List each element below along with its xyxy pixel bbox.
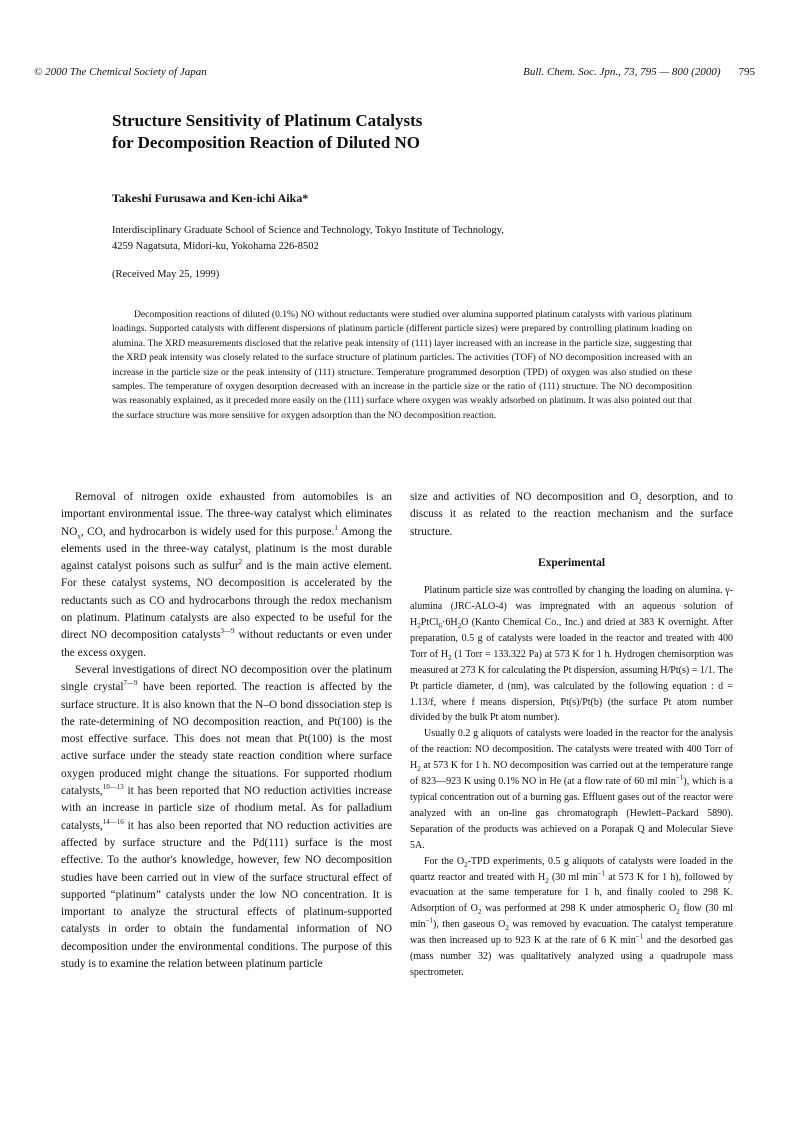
journal-header — [523, 66, 755, 78]
section-heading-experimental: Experimental — [537, 556, 606, 569]
affiliation-line-2: 4259 Nagatsuta, Midori-ku, Yokohama 226-8502 — [112, 241, 319, 252]
journal-citation: Bull. Chem. Soc. Jpn., 73, 795 — 800 (2000) — [523, 66, 721, 78]
intro-continuation: size and activities of NO decomposition and $O_2$ desorption, and to discuss it as related to the reaction mechanism and the surface structure. — [410, 491, 733, 538]
copyright-header: © 2000 The Chemical Society of Japan — [34, 66, 207, 78]
paper-title — [112, 110, 672, 154]
experimental-body — [410, 583, 733, 981]
affiliation-line-1: Interdisciplinary Graduate School of Science and Technology, Tokyo Institute of Technology, — [112, 225, 504, 236]
left-column — [61, 489, 392, 973]
page-number: 795 — [738, 66, 755, 78]
title-line-2: for Decomposition Reaction of Diluted NO — [112, 133, 421, 152]
affiliation — [112, 223, 692, 255]
abstract: Decomposition reactions of diluted (0.1%) NO without reductants were studied over alumina supported platinum catalysts with various platinum loadings. Supported catalysts with different dispersions of platinum particle (different particle sizes) were prepared by controlling platinum loading on alumina. The XRD measurements disclosed that the relative peak intensity of (111) layer increased with an increase in the particle size, suggesting that the XRD peak intensity was closely related to the surface structure of platinum particles. The activities (TOF) of NO decomposition increased with an increase in the particle size or the peak intensity of (111) structure. Temperature programmed desorption (TPD) of oxygen was also studied on these samples. The temperature of oxygen desorption decreased with an increase in the particle size or the ratio of (111) structure. The NO decomposition was reasonably explained, as it preceded more easily on the (111) surface where oxygen was weakly adsorbed on platinum. It was also pointed out that the surface structure was more sensitive for oxygen adsorption than the NO decomposition reaction. — [112, 309, 692, 421]
authors: Takeshi Furusawa and Ken-ichi Aika* — [112, 191, 309, 205]
right-column — [410, 489, 733, 981]
intro-paragraph-1: Removal of nitrogen oxide exhausted from automobiles is an important environmental issue. The three-way catalyst which eliminates $NO_x$, CO, and hydrocarbon is widely used for this purpose.$^1$ Among the elements used in the three-way catalyst, platinum is the most durable against catalyst poisons such as sulfur$^2$ and is the main active element. For these catalyst systems, NO decomposition is accelerated by the reductants such as CO and hydrocarbons through the redox mechanism on platinum. Platinum catalysts are also expected to be useful for the direct NO decomposition catalysts$^{3—9}$ without reductants or even under the excess oxygen. — [61, 491, 393, 659]
title-line-1: Structure Sensitivity of Platinum Catalysts — [112, 111, 423, 130]
experimental-paragraph-3: For the $O_2$-TPD experiments, 0.5 g aliquots of catalysts were loaded in the quartz reactor and treated with $H_2$ (30 ml $\min^{-1}$ at 573 K for 1 h), followed by evacuation at the same temperature for 1 h, and finally cooled to 298 K. Adsorption of $O_2$ was performed at 298 K under atmospheric $O_2$ flow (30 ml $\min^{-1}$), then gaseous $O_2$ was removed by evacuation. The catalyst temperature was then increased up to 923 K at the rate of 6 K $\min^{-1}$ and the desorbed gas (mass number 32) was qualitatively analyzed using a quadrupole mass spectrometer. — [410, 855, 734, 978]
intro-paragraph-2: Several investigations of direct NO decomposition over the platinum single crystal$^{7—9}$ have been reported. The reaction is affected by the surface structure. It is also known that the N–O bond dissociation step is the rate-determining of NO decomposition reaction, and Pt(100) is the most effective surface. This does not mean that Pt(100) is the most active surface under the steady state reaction condition where surface oxygen produced might change the situations. For supported rhodium catalysts,$^{10—13}$ it has been reported that NO reduction activities increase with an increase in particle size of rhodium metal. As for palladium catalysts,$^{14—16}$ it has also been reported that NO reduction activities are affected by surface structure and the Pd(111) surface is the most effective. To the author's knowledge, however, few NO decomposition studies have been carried out in view of the surface structural effect of supported “platinum” catalysts under the low NO concentration. It is important to analyze the structural effects of platinum-supported catalysts in order to obtain the fundamental information of NO decomposition under the environmental conditions. The purpose of this study is to examine the relation between platinum particle — [61, 663, 393, 971]
received-date: (Received May 25, 1999) — [112, 269, 220, 280]
experimental-paragraph-1: Platinum particle size was controlled by changing the loading on alumina. γ-alumina (JRC-ALO-4) was impregnated with an aqueous solution of $H_2PtCl_6\cdot 6H_2O$ (Kanto Chemical Co., Inc.) and dried at 383 K overnight. After preparation, 0.5 g of catalysts were loaded in the reactor and treated with 400 Torr of $H_2$ (1 Torr = 133.322 Pa) at 573 K for 1 h. Hydrogen chemisorption was measured at 273 K for calculating the Pt dispersion, assuming H/Pt(s) = 1/1. The Pt particle diameter, d (nm), was calculated by the following equation : d = 1.13/f, where f means dispersion, Pt(s)/Pt(b) (the surface Pt atom number divided by the bulk Pt atom number). — [410, 585, 734, 724]
experimental-paragraph-2: Usually 0.2 g aliquots of catalysts were loaded in the reactor for the analysis of the reaction: NO decomposition. The catalysts were treated with 400 Torr of $H_2$ at 573 K for 1 h. NO decomposition was carried out at the temperature range of 823—923 K using 0.1% NO in He (at a flow rate of 60 ml $\min^{-1}$), which is a typical concentration out of a burning gas. Effluent gases out of the reactor were analyzed with an on-line gas chromatograph (Hewlett–Packard 5890). Separation of the products was achieved on a Porapak Q and Molecular Sieve 5A. — [410, 728, 733, 851]
